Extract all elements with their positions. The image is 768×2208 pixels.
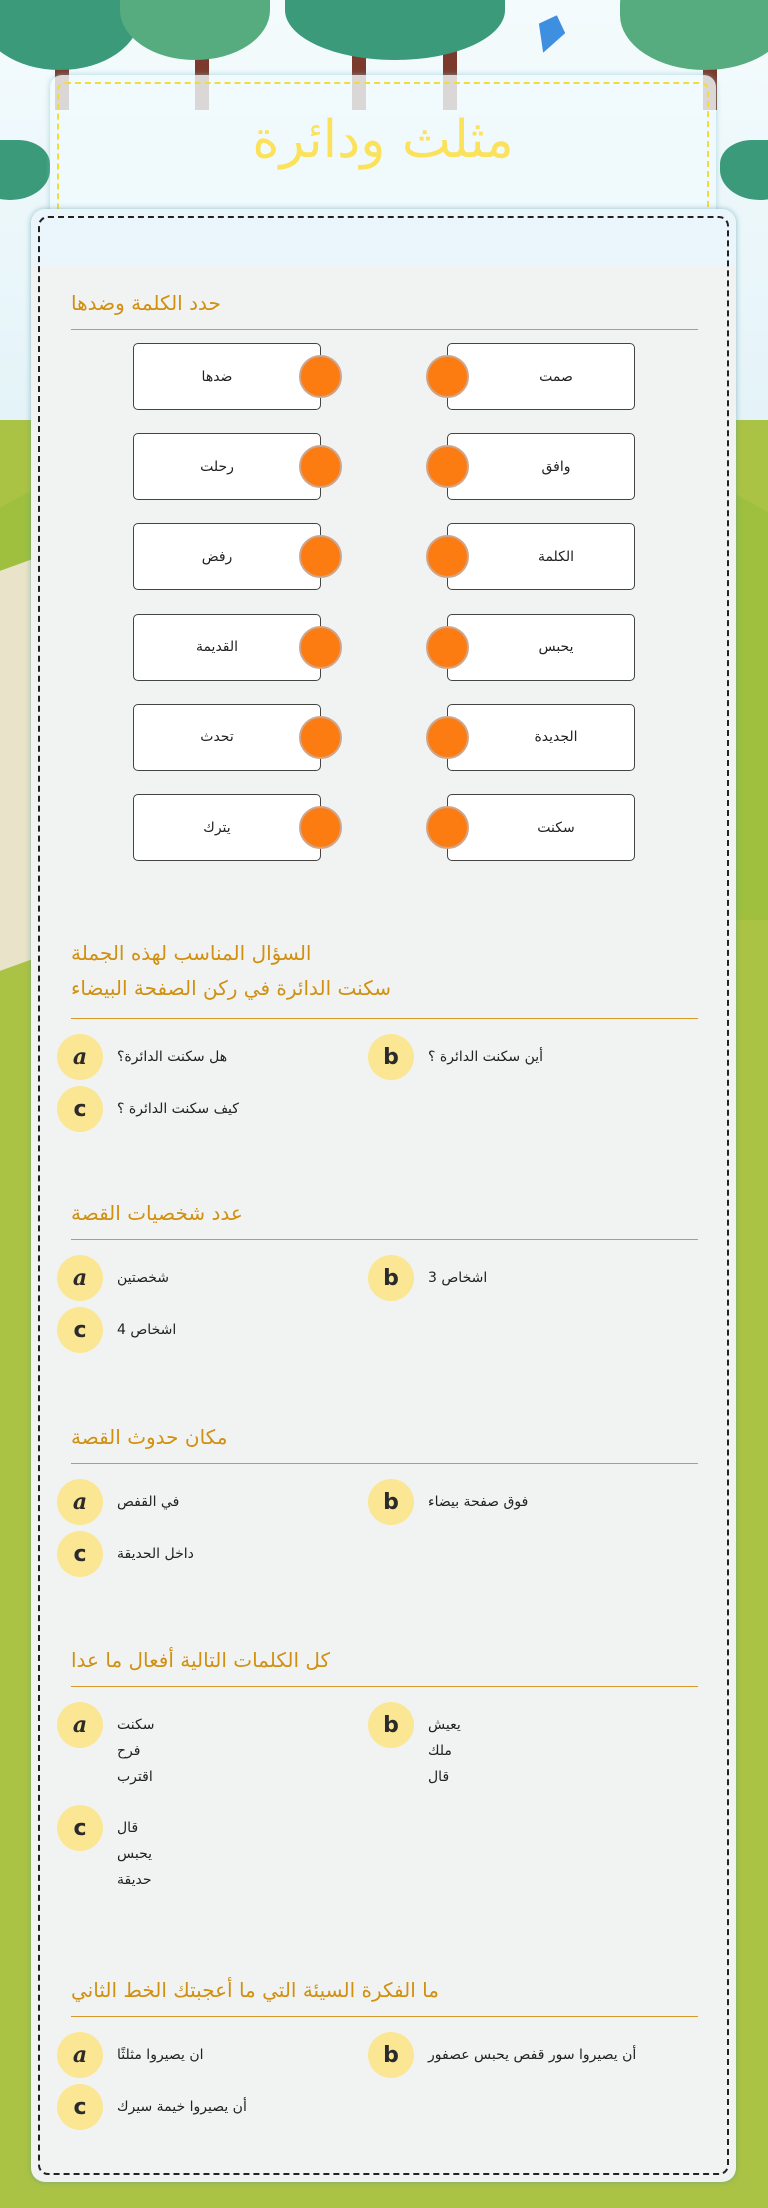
match-row (0, 523, 768, 593)
option-letter-badge: c (57, 2084, 103, 2130)
match-right-text: سكنت (537, 819, 575, 836)
match-left-text: رحلت (200, 458, 234, 475)
match-left-box[interactable] (133, 433, 321, 500)
option-b[interactable] (368, 2032, 679, 2084)
option-letter-badge: c (57, 1531, 103, 1577)
option-c[interactable] (57, 1805, 368, 1908)
option-a[interactable] (57, 1702, 368, 1805)
match-right-box[interactable] (447, 523, 635, 590)
match-left-text: ضدها (201, 368, 233, 385)
option-c[interactable] (57, 2084, 368, 2136)
match-right-text: الكلمة (537, 548, 575, 565)
match-left-connector-dot[interactable] (299, 445, 342, 488)
option-c[interactable] (57, 1086, 368, 1138)
match-left-text: القديمة (195, 639, 239, 656)
question-section (71, 1646, 698, 1908)
option-text-line: في القفص (117, 1494, 180, 1510)
match-row (0, 614, 768, 684)
match-row (0, 704, 768, 774)
option-letter-badge: b (368, 2032, 414, 2078)
match-row (0, 343, 768, 413)
option-letter-badge: a (57, 2032, 103, 2078)
option-text-line: ملك (428, 1743, 452, 1759)
option-text-line: فوق صفحة بيضاء (428, 1494, 529, 1510)
match-right-connector-dot[interactable] (426, 355, 469, 398)
match-right-text: الجديدة (534, 729, 578, 746)
match-right-connector-dot[interactable] (426, 445, 469, 488)
option-text (428, 1479, 528, 1515)
match-left-box[interactable] (133, 523, 321, 590)
matching-heading: حدد الكلمة وضدها (71, 291, 221, 315)
divider (71, 1463, 698, 1464)
option-text-line: قال (117, 1820, 139, 1836)
question-heading: السؤال المناسب لهذه الجملة سكنت الدائرة في ركن الصفحة البيضاء (71, 941, 391, 1000)
option-c[interactable] (57, 1307, 368, 1359)
match-left-box[interactable] (133, 343, 321, 410)
option-letter-badge: b (368, 1702, 414, 1748)
option-letter-badge: a (57, 1479, 103, 1525)
option-letter-badge: b (368, 1034, 414, 1080)
option-text-line: يعيش (428, 1717, 461, 1733)
option-text-line: فرح (117, 1743, 141, 1759)
option-c[interactable] (57, 1531, 368, 1583)
match-row (0, 433, 768, 503)
option-text-line: شخصتين (117, 1270, 170, 1286)
match-left-text: يترك (203, 819, 231, 836)
match-right-text: وافق (541, 458, 571, 475)
question-section (71, 1423, 698, 1583)
option-text-line: اشخاص 4 (117, 1322, 177, 1338)
match-left-connector-dot[interactable] (299, 535, 342, 578)
matching-section (71, 289, 698, 330)
option-text (117, 2032, 204, 2068)
question-heading: عدد شخصيات القصة (71, 1201, 243, 1225)
option-text (117, 1034, 227, 1070)
match-right-box[interactable] (447, 433, 635, 500)
worksheet-title: مثلث ودائرة (252, 110, 514, 170)
divider (71, 2016, 698, 2017)
option-text (117, 1479, 179, 1515)
question-section (71, 1199, 698, 1359)
match-right-connector-dot[interactable] (426, 806, 469, 849)
option-text-line: كيف سكنت الدائرة ؟ (117, 1101, 239, 1117)
question-heading: مكان حدوث القصة (71, 1425, 228, 1449)
match-left-text: رفض (201, 548, 233, 565)
match-left-box[interactable] (133, 704, 321, 771)
option-text-line: اشخاص 3 (428, 1270, 488, 1286)
option-a[interactable] (57, 1034, 368, 1086)
option-text-line: أين سكنت الدائرة ؟ (428, 1049, 544, 1065)
option-text-line: داخل الحديقة (117, 1546, 194, 1562)
option-a[interactable] (57, 1255, 368, 1307)
option-letter-badge: c (57, 1307, 103, 1353)
option-text-line: هل سكنت الدائرة؟ (117, 1049, 228, 1065)
match-right-text: يحبس (538, 639, 574, 656)
option-text (117, 2084, 247, 2120)
match-right-box[interactable] (447, 614, 635, 681)
option-text (117, 1255, 169, 1291)
option-text (428, 2032, 636, 2068)
option-text-line: قال (428, 1769, 450, 1785)
option-text (117, 1531, 194, 1567)
match-right-box[interactable] (447, 704, 635, 771)
options-grid (57, 1702, 698, 1908)
match-left-connector-dot[interactable] (299, 716, 342, 759)
options-grid (57, 2032, 698, 2136)
option-letter-badge: a (57, 1255, 103, 1301)
match-right-connector-dot[interactable] (426, 626, 469, 669)
match-left-connector-dot[interactable] (299, 355, 342, 398)
option-b[interactable] (368, 1702, 679, 1805)
options-grid (57, 1255, 698, 1359)
option-text (428, 1034, 543, 1070)
option-text (117, 1086, 239, 1122)
match-row (0, 794, 768, 864)
option-a[interactable] (57, 1479, 368, 1531)
option-text (117, 1307, 176, 1343)
option-text (117, 1702, 154, 1790)
option-b[interactable] (368, 1255, 679, 1307)
divider (71, 1018, 698, 1019)
option-text-line: أن يصيروا سور قفص يحبس عصفور (428, 2047, 637, 2063)
option-text-line: يحبس (117, 1846, 153, 1862)
option-letter-badge: b (368, 1255, 414, 1301)
option-text-line: ان يصيروا مثلثًا (117, 2047, 204, 2063)
option-b[interactable] (368, 1034, 679, 1086)
divider (71, 329, 698, 330)
options-grid (57, 1479, 698, 1583)
option-text-line: أن يصيروا خيمة سيرك (117, 2099, 247, 2115)
match-right-box[interactable] (447, 794, 635, 861)
match-right-text: صمت (539, 368, 573, 385)
question-heading: ما الفكرة السيئة التي ما أعجبتك الخط الثاني (71, 1978, 439, 2002)
option-text-line: اقترب (117, 1769, 153, 1785)
match-right-box[interactable] (447, 343, 635, 410)
option-text-line: سكنت (117, 1717, 155, 1733)
option-text (428, 1255, 487, 1291)
option-text (428, 1702, 461, 1790)
match-left-connector-dot[interactable] (299, 806, 342, 849)
option-letter-badge: a (57, 1034, 103, 1080)
option-letter-badge: b (368, 1479, 414, 1525)
option-letter-badge: c (57, 1086, 103, 1132)
question-heading: كل الكلمات التالية أفعال ما عدا (71, 1648, 331, 1672)
divider (71, 1686, 698, 1687)
question-section (71, 1976, 698, 2136)
option-b[interactable] (368, 1479, 679, 1531)
option-text-line: حديقة (117, 1872, 152, 1888)
option-letter-badge: c (57, 1805, 103, 1851)
match-left-text: تحدث (200, 729, 234, 746)
option-a[interactable] (57, 2032, 368, 2084)
divider (71, 1239, 698, 1240)
match-left-box[interactable] (133, 794, 321, 861)
options-grid (57, 1034, 698, 1138)
match-right-connector-dot[interactable] (426, 716, 469, 759)
match-left-connector-dot[interactable] (299, 626, 342, 669)
match-left-box[interactable] (133, 614, 321, 681)
option-text (117, 1805, 152, 1893)
option-letter-badge: a (57, 1702, 103, 1748)
question-section (71, 936, 698, 1138)
